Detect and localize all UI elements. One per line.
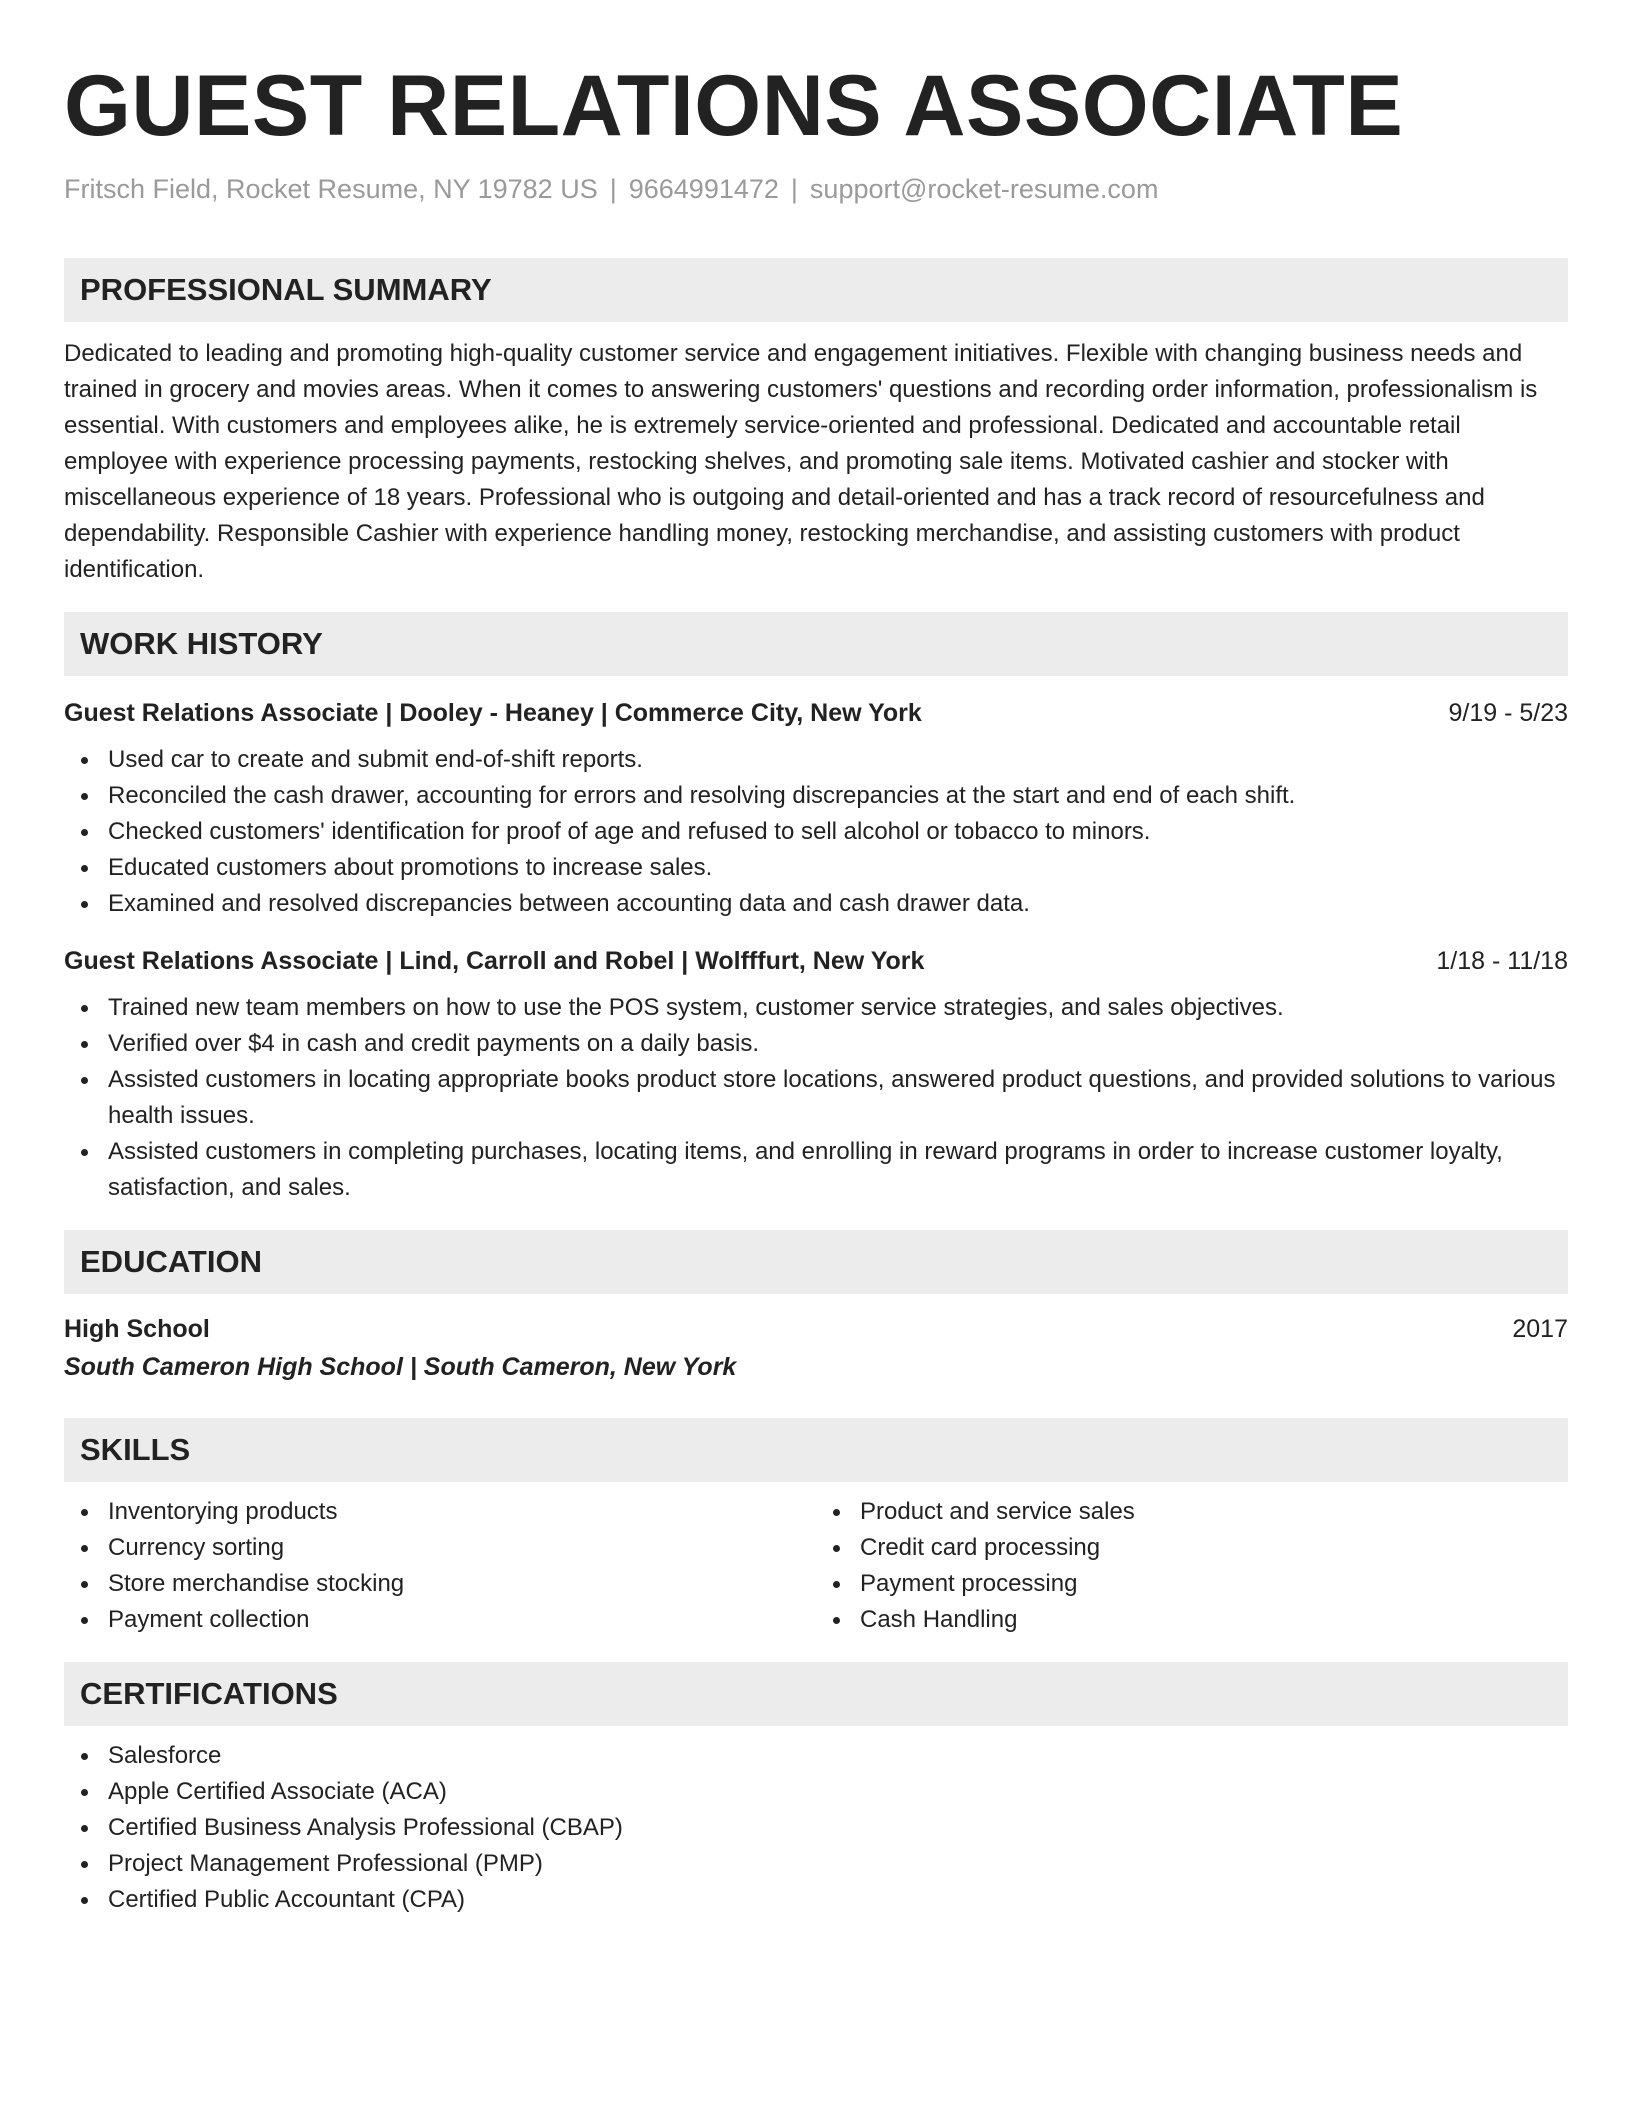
- job-entry: [64, 696, 1568, 922]
- skills-list-right: [816, 1494, 1568, 1638]
- list-item: Inventorying products: [108, 1494, 816, 1530]
- contact-separator: |: [790, 174, 798, 204]
- section-heading-skills: SKILLS: [64, 1418, 1568, 1482]
- job-dates: 9/19 - 5/23: [1448, 699, 1568, 727]
- list-item: Assisted customers in completing purchases, locating items, and enrolling in reward programs in order to increase customer loyalty, satisfaction, and sales.: [108, 1134, 1568, 1206]
- education-year: 2017: [1512, 1315, 1568, 1343]
- contact-address: Fritsch Field, Rocket Resume, NY 19782 US: [64, 174, 598, 204]
- job-title: Guest Relations Associate | Dooley - Heaney | Commerce City, New York: [64, 699, 922, 727]
- contact-line: [64, 172, 1568, 206]
- job-title: Guest Relations Associate | Lind, Carroll and Robel | Wolfffurt, New York: [64, 947, 925, 975]
- summary-text: Dedicated to leading and promoting high-quality customer service and engagement initiatives. Flexible with changing business needs and trained in grocery and movies areas. When it comes to answering customers' questions and recording order information, professionalism is essential. With customers and employees alike, he is extremely service-oriented and professional. Dedicated and accountable retail employee with experience processing payments, restocking shelves, and promoting sale items. Motivated cashier and stocker with miscellaneous experience of 18 years. Professional who is outgoing and detail-oriented and has a track record of resourcefulness and dependability. Responsible Cashier with experience handling money, restocking merchandise, and assisting customers with product identification.: [64, 340, 1538, 583]
- list-item: Examined and resolved discrepancies between accounting data and cash drawer data.: [108, 886, 1568, 922]
- job-bullets: [64, 742, 1568, 922]
- list-item: Educated customers about promotions to increase sales.: [108, 850, 1568, 886]
- list-item: Salesforce: [108, 1738, 1568, 1774]
- list-item: Credit card processing: [860, 1530, 1568, 1566]
- list-item: Currency sorting: [108, 1530, 816, 1566]
- list-item: Cash Handling: [860, 1602, 1568, 1638]
- list-item: Project Management Professional (PMP): [108, 1846, 1568, 1882]
- contact-email[interactable]: support@rocket-resume.com: [809, 174, 1159, 204]
- list-item: Used car to create and submit end-of-shift reports.: [108, 742, 1568, 778]
- education-degree: High School: [64, 1315, 210, 1343]
- list-item: Payment processing: [860, 1566, 1568, 1602]
- list-item: Certified Public Accountant (CPA): [108, 1882, 1568, 1918]
- list-item: Verified over $4 in cash and credit payments on a daily basis.: [108, 1026, 1568, 1062]
- section-heading-work: WORK HISTORY: [64, 612, 1568, 676]
- job-bullets: [64, 990, 1568, 1206]
- list-item: Certified Business Analysis Professional (CBAP): [108, 1810, 1568, 1846]
- education-school: South Cameron High School | South Cameron, New York: [64, 1353, 737, 1381]
- contact-phone: 9664991472: [628, 174, 779, 204]
- list-item: Assisted customers in locating appropriate books product store locations, answered product questions, and provided solutions to various health issues.: [108, 1062, 1568, 1134]
- list-item: Reconciled the cash drawer, accounting for errors and resolving discrepancies at the start and end of each shift.: [108, 778, 1568, 814]
- candidate-name: GUEST RELATIONS ASSOCIATE: [64, 58, 1404, 154]
- list-item: Product and service sales: [860, 1494, 1568, 1530]
- list-item: Store merchandise stocking: [108, 1566, 816, 1602]
- job-dates: 1/18 - 11/18: [1436, 947, 1568, 975]
- contact-separator: |: [609, 174, 617, 204]
- certifications-list: [64, 1738, 1568, 1918]
- skills-columns: [64, 1482, 1568, 1638]
- job-entry: [64, 944, 1568, 1206]
- skills-list-left: [64, 1494, 816, 1638]
- list-item: Payment collection: [108, 1602, 816, 1638]
- list-item: Apple Certified Associate (ACA): [108, 1774, 1568, 1810]
- section-heading-education: EDUCATION: [64, 1230, 1568, 1294]
- list-item: Checked customers' identification for proof of age and refused to sell alcohol or tobacco to minors.: [108, 814, 1568, 850]
- section-heading-summary: PROFESSIONAL SUMMARY: [64, 258, 1568, 322]
- list-item: Trained new team members on how to use the POS system, customer service strategies, and sales objectives.: [108, 990, 1568, 1026]
- section-heading-certifications: CERTIFICATIONS: [64, 1662, 1568, 1726]
